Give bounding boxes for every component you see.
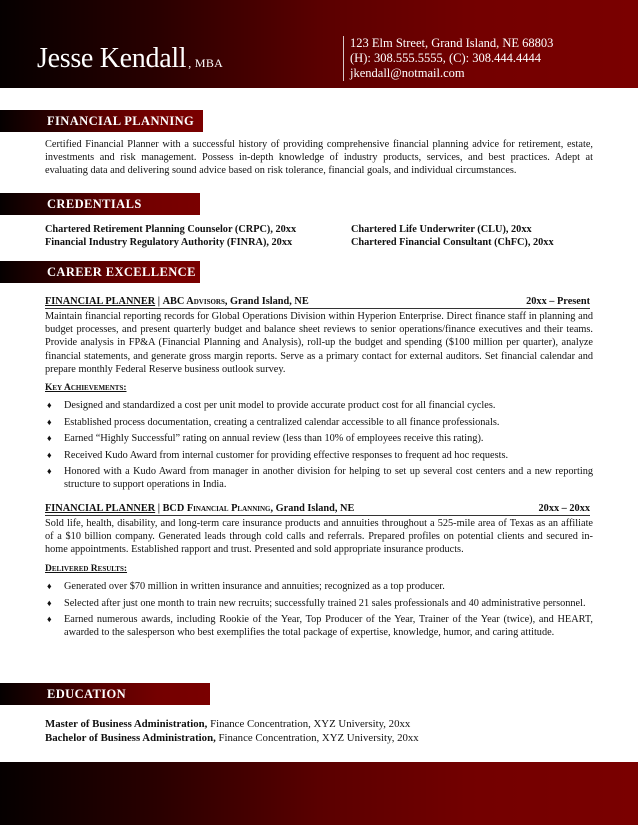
credential-item: Financial Industry Regulatory Authority (FINRA), 20xx — [45, 237, 293, 248]
degree: Master of Business Administration, — [45, 718, 208, 730]
education-list — [45, 718, 419, 745]
diamond-bullet-icon: ♦ — [47, 433, 52, 444]
degree: Bachelor of Business Administration, — [45, 731, 216, 744]
candidate-name — [37, 44, 223, 78]
degree-detail: Finance Concentration, XYZ University, 20xx — [207, 718, 411, 730]
job-location: , Grand Island, NE — [270, 503, 355, 514]
diamond-bullet-icon: ♦ — [47, 400, 52, 410]
delivered-results-heading: Delivered Results: — [45, 564, 128, 574]
bullet-text: Earned numerous awards, including Rookie of the Year, Top Producer of the Year, Trainer of the Year (twice), and HEART, awarded to the salesperson who best exemplifies the total package of expertise, knowledge, humor, and caring attitude. — [64, 614, 593, 639]
name-credential: , MBA — [188, 56, 224, 70]
job-heading-2 — [45, 503, 590, 516]
job-company: ABC Advisors — [162, 296, 225, 307]
diamond-bullet-icon: ♦ — [47, 449, 52, 460]
key-achievements-heading: Key Achievements: — [45, 383, 127, 393]
job-title: FINANCIAL PLANNER — [45, 296, 156, 307]
bullet-text: Honored with a Kudo Award from manager in another division for helping to set up several cost centers and a new reporting structure to support operations in India. — [64, 466, 593, 491]
diamond-bullet-icon: ♦ — [47, 597, 52, 608]
education-item — [45, 732, 419, 746]
list-item — [45, 580, 593, 593]
results-list — [45, 580, 593, 643]
list-item — [45, 432, 593, 445]
credential-item: Chartered Financial Consultant (ChFC), 20xx — [351, 237, 554, 248]
section-title-credentials: CREDENTIALS — [0, 193, 200, 215]
bullet-text: Earned “Highly Successful” rating on annual review (less than 10% of employees receive this rating). — [64, 433, 484, 445]
degree-detail: Finance Concentration, XYZ University, 20xx — [215, 731, 419, 744]
bullet-text: Received Kudo Award from internal customer for providing effective responses to frequent ad hoc requests. — [64, 449, 509, 461]
job-separator: | — [155, 296, 163, 307]
credentials-list — [45, 223, 605, 249]
address: 123 Elm Street, Grand Island, NE 68803 — [350, 36, 554, 50]
diamond-bullet-icon: ♦ — [47, 614, 52, 625]
bullet-text: Generated over $70 million in written insurance and annuities; recognized as a top producer. — [64, 581, 445, 592]
job-title: FINANCIAL PLANNER — [45, 503, 156, 514]
job-heading-1 — [45, 296, 590, 309]
achievements-list — [45, 399, 593, 495]
section-title-education: EDUCATION — [0, 683, 210, 705]
job-dates: 20xx – Present — [526, 296, 590, 307]
bullet-text: Selected after just one month to train new recruits; successfully trained 21 sales professionals and 40 administrative personnel. — [64, 597, 586, 609]
contact-block — [343, 36, 553, 81]
credential-item: Chartered Life Underwriter (CLU), 20xx — [351, 224, 532, 235]
job-description-2: Sold life, health, disability, and long-term care insurance products and annuities throughout a 525-mile area of Texas as an affiliate of a $10 billion company. Generated leads through cold calls and referrals. Prepared profiles on potential clients and secured in-home appointments. Established rapport and trust. Presented and sold appropriate insurance products. — [45, 518, 593, 556]
diamond-bullet-icon: ♦ — [47, 466, 52, 477]
list-item — [45, 597, 593, 610]
list-item — [45, 399, 593, 412]
education-item — [45, 718, 419, 732]
list-item — [45, 449, 593, 462]
phone: (H): 308.555.5555, (C): 308.444.4444 — [350, 51, 541, 65]
section-title-financial-planning: FINANCIAL PLANNING — [0, 110, 203, 132]
list-item — [45, 613, 593, 639]
diamond-bullet-icon: ♦ — [47, 581, 52, 591]
list-item — [45, 416, 593, 429]
job-location: , Grand Island, NE — [224, 296, 309, 307]
job-description-1: Maintain financial reporting records for Global Operations Division within Hyperion Enterprise. Direct finance staff in planning and budget processes, and present quarterly budget and balance sheet reviews to senior operations/finance executives and their teams. Provide analysis in FP&A (Financial Planning and Analysis), roll-up the budget and spending ($100 million per quarter), analyze financial statements, and generate gross margin reports. Serve as a primary contact for external auditors. Set financial calendar and prepare monthly Federal Reserve business outlook survey. — [45, 311, 593, 375]
job-separator: | — [155, 503, 163, 514]
section-title-career: CAREER EXCELLENCE — [0, 261, 200, 283]
email-link[interactable]: jkendall@notmail.com — [350, 66, 465, 80]
job-dates: 20xx – 20xx — [538, 503, 590, 514]
credential-item: Chartered Retirement Planning Counselor (CRPC), 20xx — [45, 224, 297, 235]
list-item — [45, 465, 593, 491]
summary-paragraph: Certified Financial Planner with a successful history of providing comprehensive financial planning advice for retirement, estate, investments and risk management. Possess in-depth knowledge of industry products, services, and best practices. Adept at evaluating data and delivering sound advice based on risk tolerance, financial goals, and individual circumstances. — [45, 139, 593, 177]
name-text: Jesse Kendall — [37, 43, 187, 74]
job-company: BCD Financial Planning — [162, 503, 271, 514]
diamond-bullet-icon: ♦ — [47, 416, 52, 427]
resume-footer-band — [0, 762, 638, 825]
bullet-text: Established process documentation, creating a centralized calendar accessible to all finance professionals. — [64, 416, 500, 428]
bullet-text: Designed and standardized a cost per unit model to provide accurate product cost for all financial cycles. — [64, 400, 496, 411]
resume-header — [0, 0, 638, 88]
